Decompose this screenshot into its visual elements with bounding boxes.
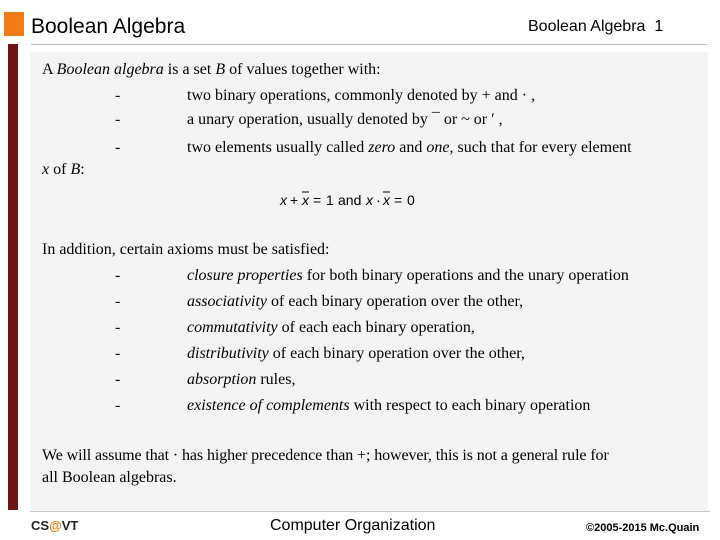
bullet-dash: - xyxy=(115,397,121,414)
bullet-dash: - xyxy=(115,371,121,388)
precedence-note-line2: all Boolean algebras. xyxy=(42,469,177,486)
text-segment: of values together with: xyxy=(225,61,381,78)
text-segment: a unary operation, usually denoted by ¯ or ~ or ′ , xyxy=(187,111,503,128)
footer-course-at: @ xyxy=(49,518,62,533)
text-segment: rules, xyxy=(256,371,296,388)
text-segment: associativity xyxy=(187,293,267,310)
intro-continuation xyxy=(42,160,85,180)
bullet-dash: - xyxy=(115,139,121,156)
bullet-dash: - xyxy=(115,345,121,362)
text-segment: distributivity xyxy=(187,345,269,362)
bullet-dash: - xyxy=(115,319,121,336)
svg-text:·: · xyxy=(376,192,381,208)
bullet-dash: - xyxy=(115,87,121,104)
intro-bullet-zero-one xyxy=(187,138,632,158)
axiom-distributivity xyxy=(187,344,525,364)
text-segment: B xyxy=(215,61,226,78)
section-label: Boolean Algebra 1 xyxy=(528,18,664,35)
axiom-commutativity xyxy=(187,318,475,338)
precedence-note-line1: We will assume that · has higher precedence than +; however, this is not a general rule for xyxy=(42,447,609,464)
intro-line xyxy=(42,60,381,80)
header-divider xyxy=(31,44,707,45)
left-bar-decoration xyxy=(8,44,18,510)
text-segment: x xyxy=(42,161,50,178)
text-segment: two binary operations, commonly denoted by + and · , xyxy=(187,87,536,104)
text-segment: of each binary operation over the other, xyxy=(268,345,525,362)
svg-text:+: + xyxy=(290,192,299,208)
footer-course-suffix: VT xyxy=(61,518,79,533)
svg-text:and: and xyxy=(338,192,362,208)
axiom-closure xyxy=(187,266,629,286)
text-segment: , such that for every element xyxy=(449,139,632,156)
text-segment: for both binary operations and the unary operation xyxy=(302,267,629,284)
intro-bullet-unary-op xyxy=(187,110,503,130)
bullet-dash: - xyxy=(115,293,121,310)
svg-text:x: x xyxy=(383,192,390,208)
text-segment: is a set xyxy=(163,61,216,78)
svg-text:=: = xyxy=(313,192,322,208)
text-segment: B xyxy=(70,161,81,178)
text-segment: commutativity xyxy=(187,319,278,336)
text-segment: of each each binary operation, xyxy=(277,319,475,336)
text-segment: of each binary operation over the other, xyxy=(266,293,524,310)
text-segment: : xyxy=(80,161,85,178)
text-segment: one xyxy=(426,139,450,156)
svg-text:1: 1 xyxy=(326,192,334,208)
orange-square-decoration xyxy=(4,12,24,36)
footer-course-prefix: CS xyxy=(31,518,50,533)
text-segment: closure properties xyxy=(187,267,303,284)
footer-divider xyxy=(30,511,710,512)
text-segment: two elements usually called xyxy=(187,139,369,156)
text-segment: In addition, certain axioms must be satisfied: xyxy=(42,241,330,258)
text-segment: existence of complements xyxy=(187,397,350,414)
axiom-absorption xyxy=(187,370,295,390)
svg-text:x: x xyxy=(280,192,287,208)
svg-text:x: x xyxy=(302,192,309,208)
bullet-dash: - xyxy=(115,111,121,128)
text-segment: Boolean algebra xyxy=(56,61,164,78)
text-segment: zero xyxy=(368,139,396,156)
footer-copyright: ©2005-2015 Mc.Quain xyxy=(586,522,700,534)
axioms-intro xyxy=(42,240,330,260)
slide-title: Boolean Algebra xyxy=(31,15,186,38)
intro-bullet-binary-ops xyxy=(187,86,535,106)
footer-course xyxy=(31,517,78,535)
svg-text:x: x xyxy=(366,192,373,208)
axiom-associativity xyxy=(187,292,523,312)
text-segment: of xyxy=(49,161,71,178)
text-segment: absorption xyxy=(187,371,257,388)
svg-text:0: 0 xyxy=(407,192,415,208)
svg-text:=: = xyxy=(394,192,403,208)
text-segment: A xyxy=(42,61,57,78)
complement-formula xyxy=(278,188,418,212)
axiom-complements xyxy=(187,396,590,416)
footer-center: Computer Organization xyxy=(270,517,436,534)
text-segment: with respect to each binary operation xyxy=(349,397,591,414)
bullet-dash: - xyxy=(115,267,121,284)
text-segment: and xyxy=(395,139,427,156)
